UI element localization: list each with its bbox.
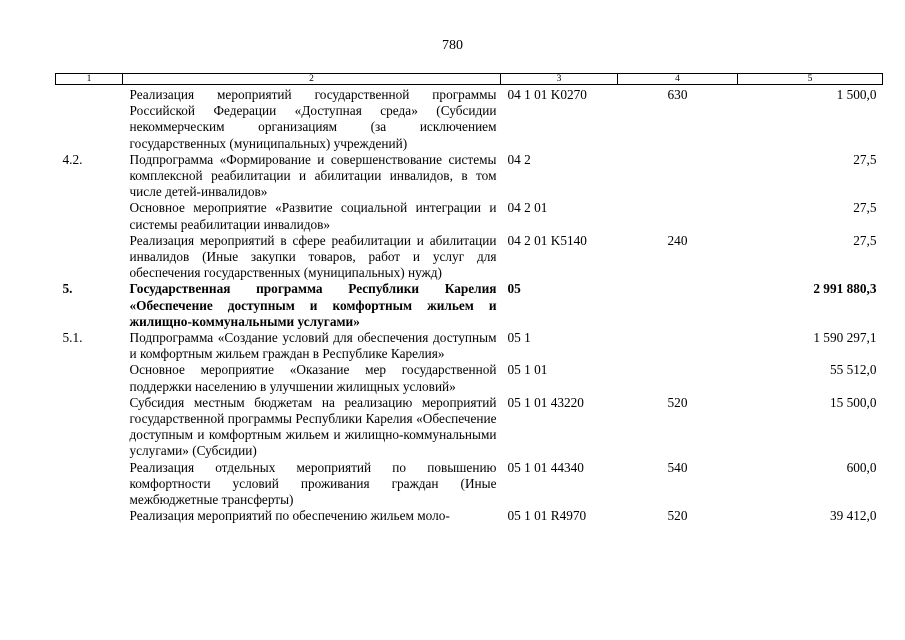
expense-type-cell: 520 — [667, 508, 688, 524]
amount-cell: 55 512,0 — [829, 362, 877, 378]
column-header-5: 5 — [738, 74, 883, 85]
expense-type-cell — [618, 200, 738, 232]
item-name-cell: Подпрограмма «Формирование и совершенствование системы комплексной реабилитации и абилитации инвалидов, в том числе детей-инвалидов» — [129, 151, 497, 200]
page-number: 780 — [442, 38, 463, 53]
table-row — [56, 460, 883, 509]
item-name-cell: Реализация мероприятий в сфере реабилитации и абилитации инвалидов (Иные закупки товаров, работ и услуг для обеспечения государственных (муниципальных) нужд) — [129, 232, 497, 281]
amount-cell: 15 500,0 — [829, 394, 877, 410]
item-number-cell — [56, 508, 123, 524]
target-code-cell: 05 1 — [507, 330, 531, 346]
table-row — [56, 330, 883, 362]
table-row — [56, 362, 883, 394]
target-code-cell: 04 1 01 K0270 — [507, 87, 587, 102]
target-code-cell: 04 2 — [507, 151, 531, 167]
table-row — [56, 281, 883, 330]
table-row — [56, 85, 883, 152]
target-code-cell: 05 1 01 43220 — [507, 394, 584, 410]
item-number-cell — [56, 200, 123, 232]
column-header-3: 3 — [501, 74, 618, 85]
expense-type-cell: 240 — [667, 232, 688, 248]
table-row — [56, 508, 883, 524]
item-number-cell: 4.2. — [62, 151, 83, 167]
expense-type-cell — [618, 362, 738, 394]
expense-type-cell: 540 — [667, 459, 688, 475]
amount-cell: 1 590 297,1 — [813, 330, 877, 346]
amount-cell: 27,5 — [853, 232, 877, 248]
item-name-cell: Реализация мероприятий по обеспечению жильем моло- — [129, 508, 450, 524]
item-name-cell: Основное мероприятие «Развитие социальной интеграции и системы реабилитации инвалидов» — [129, 200, 497, 232]
item-number-cell: 5. — [62, 281, 73, 297]
item-name-cell: Субсидия местным бюджетам на реализацию мероприятий государственной программы Республики Карелия «Обеспечение доступным и комфортным жильем и жилищно-коммунальными услугами» (Субсидии) — [129, 394, 497, 459]
amount-cell: 2 991 880,3 — [813, 281, 877, 297]
item-name-cell: Реализация отдельных мероприятий по повышению комфортности условий проживания граждан (Иные межбюджетные трансферты) — [129, 459, 497, 508]
column-header-1: 1 — [56, 74, 123, 85]
amount-cell: 39 412,0 — [829, 508, 877, 524]
expense-type-cell — [618, 281, 738, 330]
item-number-cell — [56, 85, 123, 152]
target-code-cell: 05 — [507, 281, 521, 297]
column-header-4: 4 — [618, 74, 738, 85]
target-code-cell: 05 1 01 44340 — [507, 459, 584, 475]
table-row — [56, 395, 883, 460]
expense-type-cell — [618, 152, 738, 201]
column-header-2: 2 — [123, 74, 501, 85]
item-name-cell: Основное мероприятие «Оказание мер государственной поддержки населению в улучшении жилищных условий» — [129, 362, 497, 394]
target-code-cell: 05 1 01 — [507, 362, 548, 378]
expense-type-cell: 630 — [667, 87, 688, 102]
amount-cell: 1 500,0 — [836, 87, 877, 102]
table-body — [56, 85, 883, 525]
item-number-cell: 5.1. — [62, 330, 83, 346]
target-code-cell: 04 2 01 K5140 — [507, 232, 587, 248]
amount-cell: 27,5 — [853, 151, 877, 167]
item-name-cell: Реализация мероприятий государственной программы Российской Федерации «Доступная среда» (Субсидии некоммерческим организациям (за исключением государственных (муниципальных) учреждений) — [129, 87, 497, 151]
item-number-cell — [56, 460, 123, 509]
amount-cell: 27,5 — [853, 200, 877, 216]
item-name-cell: Государственная программа Республики Карелия «Обеспечение доступным и комфортным жильем и жилищно-коммунальными услугами» — [129, 281, 497, 329]
item-number-cell — [56, 395, 123, 460]
target-code-cell: 04 2 01 — [507, 200, 548, 216]
item-number-cell — [56, 362, 123, 394]
table-row — [56, 200, 883, 232]
table-row — [56, 152, 883, 201]
item-number-cell — [56, 233, 123, 282]
expense-type-cell — [618, 330, 738, 362]
column-number-header — [56, 74, 883, 85]
target-code-cell: 05 1 01 R4970 — [507, 508, 587, 524]
amount-cell: 600,0 — [846, 459, 877, 475]
budget-table — [55, 73, 883, 524]
table-row — [56, 233, 883, 282]
expense-type-cell: 520 — [667, 394, 688, 410]
item-name-cell: Подпрограмма «Создание условий для обеспечения доступным и комфортным жильем граждан в Республике Карелия» — [129, 330, 497, 362]
